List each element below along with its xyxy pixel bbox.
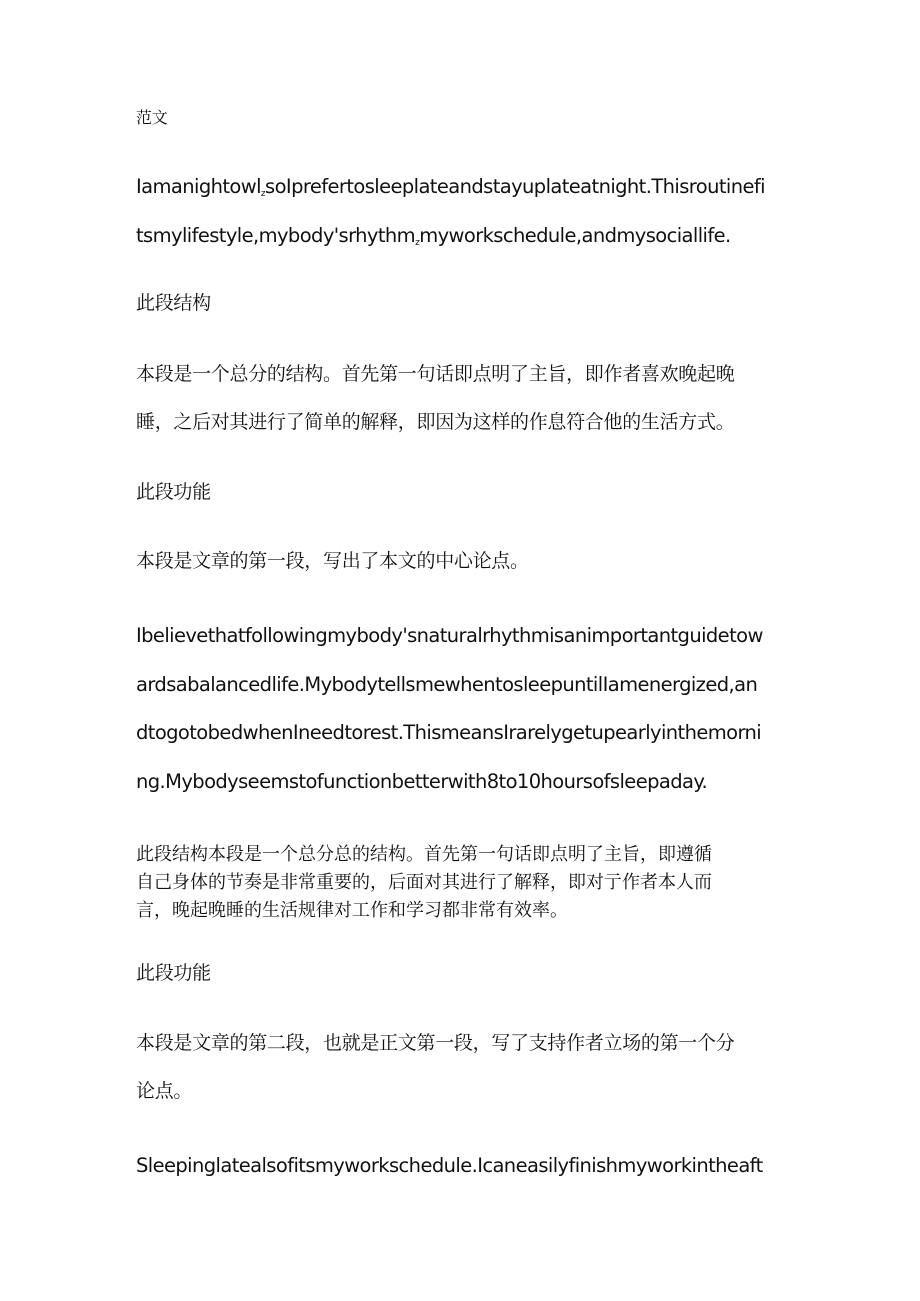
paragraph-1-line-1	[136, 175, 765, 206]
paragraph-3-line-1: Sleepinglatealsofitsmyworkschedule.Icaneasilyfinishmyworkintheaft	[136, 1154, 763, 1177]
paragraph-2-structure-line-3: 言，晚起晚睡的生活规律对工作和学习都非常有效率。	[136, 900, 568, 921]
paragraph-2-line-4: ng.Mybodyseemstofunctionbetterwith8to10hoursofsleepaday.	[136, 770, 708, 793]
paragraph-1-function: 本段是文章的第一段，写出了本文的中心论点。	[136, 550, 529, 572]
paragraph-2-line-2: ardsabalancedlife.MybodytellsmewhentosleepuntilIamenergized,an	[136, 673, 758, 696]
paragraph-1-structure-line-2: 睡，之后对其进行了简单的解释，即因为这样的作息符合他的生活方式。	[136, 411, 735, 433]
paragraph-1-line-2-part-b: myworkschedule,andmysociallife.	[419, 224, 731, 247]
structure-label: 此段结构	[136, 292, 211, 314]
function-label: 此段功能	[136, 481, 211, 503]
paragraph-2-function-line-1: 本段是文章的第二段，也就是正文第一段，写了支持作者立场的第一个分	[136, 1032, 735, 1054]
paragraph-2-line-1: Ibelievethatfollowingmybody'snaturalrhythmisanimportantguidetow	[136, 624, 763, 647]
paragraph-1-structure-line-1: 本段是一个总分的结构。首先第一句话即点明了主旨，即作者喜欢晚起晚	[136, 363, 735, 385]
paragraph-2-function-line-2: 论点。	[136, 1080, 193, 1102]
paragraph-1-line-2-part-a: tsmylifestyle,mybody'srhythm	[136, 224, 416, 247]
paragraph-2-structure-line-1: 此段结构本段是一个总分总的结构。首先第一句话即点明了主旨，即遵循	[136, 844, 712, 865]
sample-essay-heading: 范文	[136, 108, 168, 127]
paragraph-2-structure-line-2: 自己身体的节奏是非常重要的，后面对其进行了解释，即对亍作者本人而	[136, 872, 712, 893]
subscript-mark: z	[260, 189, 266, 199]
paragraph-2-line-3: dtogotobedwhenIneedtorest.ThismeansIrarelygetupearlyinthemorni	[136, 721, 762, 744]
paragraph-1-line-1-part-a: Iamanightowl	[136, 175, 261, 198]
paragraph-1-line-2	[136, 224, 731, 255]
function-label-2: 此段功能	[136, 962, 211, 984]
subscript-mark: z	[415, 238, 420, 248]
paragraph-1-line-1-part-b: soIprefertosleeplateandstayuplateatnight.Thisroutinefi	[265, 175, 765, 198]
